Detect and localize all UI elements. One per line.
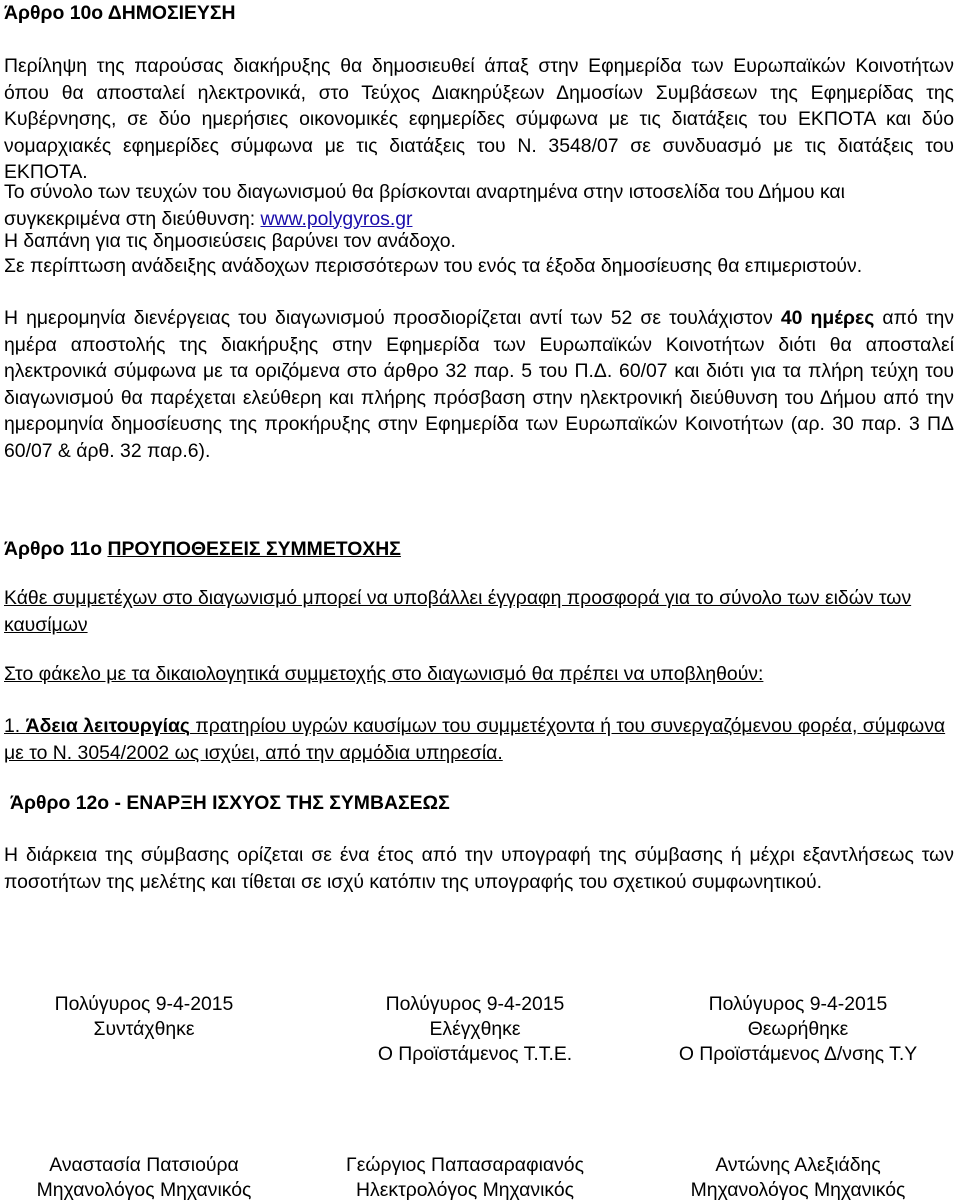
article-10-paragraph-3: Η δαπάνη για τις δημοσιεύσεις βαρύνει τον ανάδοχο. xyxy=(4,230,456,252)
signatory-title: Μηχανολόγος Μηχανικός xyxy=(36,1179,252,1201)
signatory-title: Ηλεκτρολόγος Μηχανικός xyxy=(356,1179,574,1201)
article-10-paragraph-5 xyxy=(4,305,954,464)
article-10-paragraph-1: Περίληψη της παρούσας διακήρυξης θα δημοσιευθεί άπαξ στην Εφημερίδα των Ευρωπαϊκών Κοινοτήτων όπου θα αποσταλεί ηλεκτρονικά, στο Τεύχος Διακηρύξεων Δημοσίων Συμβάσεων της Εφημερίδας της Κυβέρνησης, σε δύο ημερήσιες οικονομικές εφημερίδες σύμφωνα με τις διατάξεις του ΕΚΠΟΤΑ και δύο νομαρχιακές εφημερίδες σύμφωνα με τις διατάξεις του Ν. 3548/07 σε συνδυασμό με τις διατάξεις του ΕΚΠΟΤΑ. xyxy=(4,55,954,183)
article-11-paragraph-2: Στο φάκελο με τα δικαιολογητικά συμμετοχής στο διαγωνισμό θα πρέπει να υποβληθούν: xyxy=(4,663,764,685)
signatory-1 xyxy=(0,1153,288,1203)
signature-block-2 xyxy=(316,992,634,1067)
signatory-name: Αναστασία Πατσιούρα xyxy=(49,1154,239,1176)
signature-role: Ο Προϊστάμενος Δ/νσης Τ.Υ xyxy=(678,1043,918,1065)
website-link[interactable]: www.polygyros.gr xyxy=(260,207,413,230)
article-11-title-main: ΠΡΟΥΠΟΘΕΣΕΙΣ ΣΥΜΜΕΤΟΧΗΣ xyxy=(107,538,401,560)
signatory-name: Γεώργιος Παπασαραφιανός xyxy=(346,1154,584,1176)
signature-place-date: Πολύγυρος 9-4-2015 xyxy=(54,993,234,1015)
article-10-days-emphasis: 40 ημέρες xyxy=(780,307,875,329)
signatory-title: Μηχανολόγος Μηχανικός xyxy=(690,1179,906,1201)
list-item-text: πρατηρίου υγρών καυσίμων του συμμετέχοντα ή του συνεργαζόμενου φορέα, σύμφωνα με το Ν. 3054/2002 ως ισχύει, από την αρμόδια υπηρεσία. xyxy=(4,715,946,764)
article-11-title xyxy=(4,536,954,563)
article-11-paragraph-1: Κάθε συμμετέχων στο διαγωνισμό μπορεί να υποβάλλει έγγραφη προσφορά για το σύνολο των ειδών των καυσίμων xyxy=(4,587,912,636)
signature-place-date: Πολύγυρος 9-4-2015 xyxy=(708,993,888,1015)
signature-action: Θεωρήθηκε xyxy=(747,1018,849,1040)
signature-block-1 xyxy=(0,992,288,1042)
signatory-3 xyxy=(640,1153,956,1203)
article-10-paragraph-4: Σε περίπτωση ανάδειξης ανάδοχων περισσότερων του ενός τα έξοδα δημοσίευσης θα επιμεριστούν. xyxy=(4,255,863,277)
article-10-paragraph-2 xyxy=(4,179,954,232)
signature-block-3 xyxy=(640,992,956,1067)
signature-action: Συντάχθηκε xyxy=(93,1018,195,1040)
list-item-bold-term: Άδεια λειτουργίας xyxy=(25,715,191,737)
article-10-paragraph-5-text-a: Η ημερομηνία διενέργειας του διαγωνισμού προσδιορίζεται αντί των 52 σε τουλάχιστον xyxy=(4,307,781,329)
article-12-title: Άρθρο 12ο - ΕΝΑΡΞΗ ΙΣΧΥΟΣ ΤΗΣ ΣΥΜΒΑΣΕΩΣ xyxy=(10,792,450,814)
article-12-paragraph-1: Η διάρκεια της σύμβασης ορίζεται σε ένα έτος από την υπογραφή της σύμβασης ή μέχρι εξαντλήσεως των ποσοτήτων της μελέτης και τίθεται σε ισχύ κατόπιν της υπογραφής του σχετικού συμφωνητικού. xyxy=(4,844,954,893)
article-11-title-prefix: Άρθρο 11ο xyxy=(4,538,108,560)
article-10-paragraph-5-text-b: από την ημέρα αποστολής της διακήρυξης στην Εφημερίδα των Ευρωπαϊκών Κοινοτήτων διότι θα αποσταλεί ηλεκτρονικά σύμφωνα με τα οριζόμενα στο άρθρο 32 παρ. 5 του Π.Δ. 60/07 και διότι για τα πλήρη τεύχη του διαγωνισμού θα παρέχεται ελεύθερη και πλήρης πρόσβαση στην ηλεκτρονική διεύθυνση του Δήμου από την ημερομηνία δημοσίευσης της προκήρυξης στην Εφημερίδα των Ευρωπαϊκών Κοινοτήτων (αρ. 30 παρ. 3 ΠΔ 60/07 & άρθ. 32 παρ.6). xyxy=(4,307,954,462)
list-item-number: 1. xyxy=(4,715,26,737)
article-10-paragraph-2-text: Το σύνολο των τευχών του διαγωνισμού θα βρίσκονται αναρτημένα στην ιστοσελίδα του Δήμου και συγκεκριμένα στη διεύθυνση: xyxy=(4,181,845,230)
signature-role: Ο Προϊστάμενος Τ.Τ.Ε. xyxy=(377,1043,573,1065)
article-10-title: Άρθρο 10ο ΔΗΜΟΣΙΕΥΣΗ xyxy=(4,2,236,24)
signatory-2 xyxy=(306,1153,624,1203)
signature-place-date: Πολύγυρος 9-4-2015 xyxy=(385,993,565,1015)
signature-action: Ελέγχθηκε xyxy=(429,1018,521,1040)
signatory-name: Αντώνης Αλεξιάδης xyxy=(715,1154,881,1176)
article-11-list-item-1 xyxy=(4,713,954,766)
